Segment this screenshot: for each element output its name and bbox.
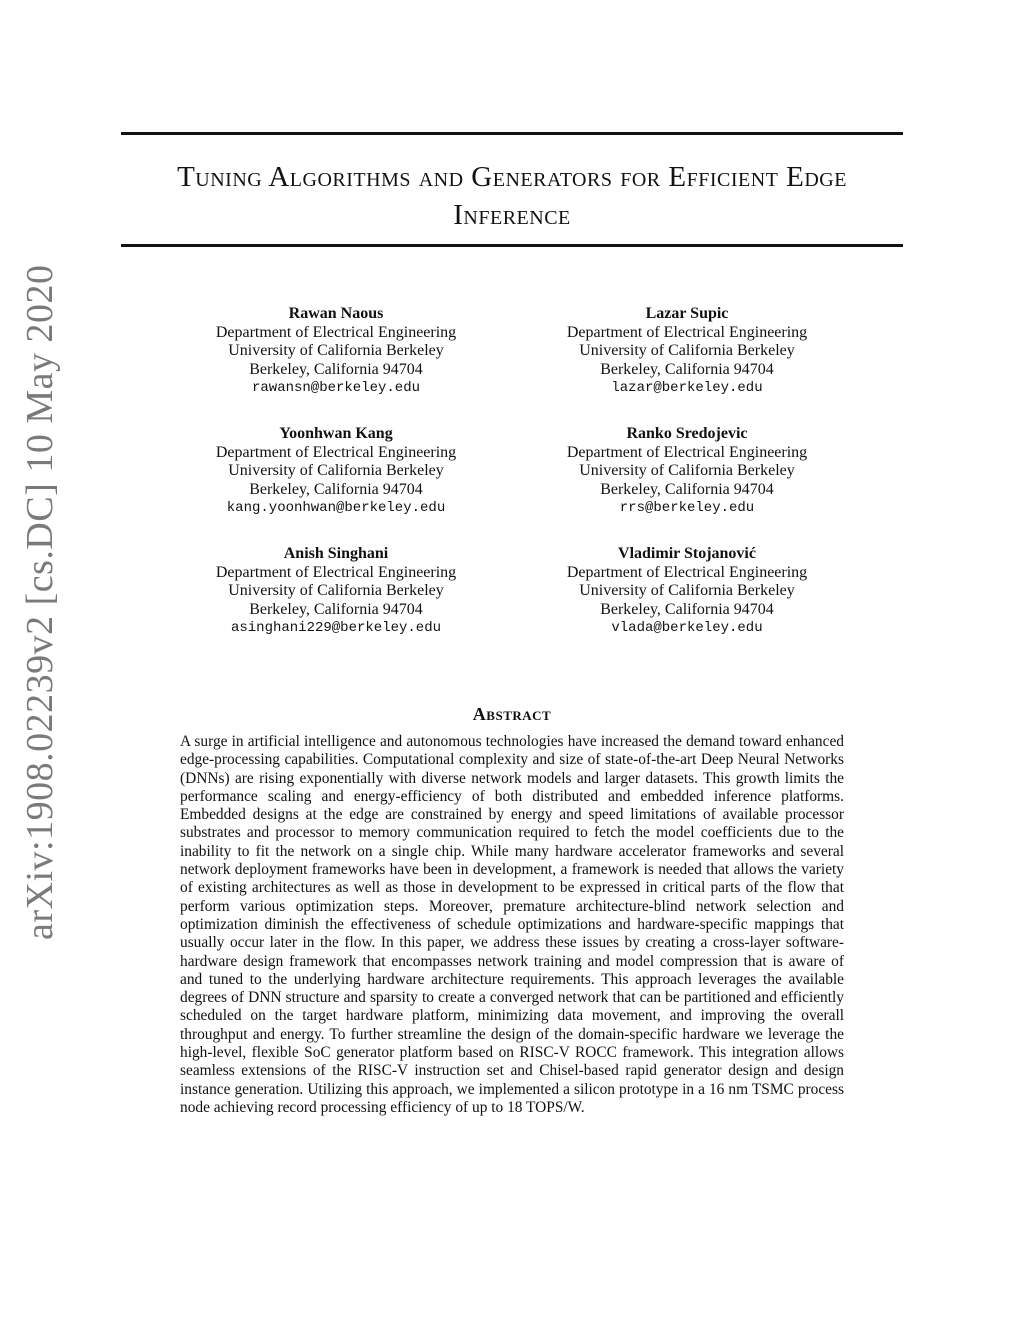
author-name: Vladimir Stojanović bbox=[618, 545, 756, 562]
author-email: rawansn@berkeley.edu bbox=[251, 380, 421, 396]
author-location: Berkeley, California 94704 bbox=[600, 480, 774, 498]
author-name: Rawan Naous bbox=[288, 305, 384, 322]
author-location: Berkeley, California 94704 bbox=[249, 600, 423, 618]
author-block bbox=[186, 425, 486, 518]
title-bottom-rule bbox=[121, 244, 903, 247]
author-email: kang.yoonhwan@berkeley.edu bbox=[226, 500, 446, 516]
author-name: Ranko Sredojevic bbox=[626, 425, 748, 442]
author-department: Department of Electrical Engineering bbox=[566, 563, 808, 581]
author-block bbox=[186, 305, 486, 398]
author-department: Department of Electrical Engineering bbox=[566, 443, 808, 461]
author-block bbox=[186, 545, 486, 638]
author-name: Lazar Supic bbox=[645, 305, 729, 322]
author-university: University of California Berkeley bbox=[579, 582, 795, 599]
author-name: Anish Singhani bbox=[283, 545, 389, 562]
author-location: Berkeley, California 94704 bbox=[249, 360, 423, 378]
author-university: University of California Berkeley bbox=[228, 342, 444, 359]
abstract-heading: Abstract bbox=[472, 704, 552, 724]
author-location: Berkeley, California 94704 bbox=[600, 360, 774, 378]
arxiv-identifier: arXiv:1908.02239v2 [cs.DC] 10 May 2020 bbox=[19, 264, 61, 940]
author-email: asinghani229@berkeley.edu bbox=[230, 620, 442, 636]
title-top-rule bbox=[121, 132, 903, 135]
author-department: Department of Electrical Engineering bbox=[215, 323, 457, 341]
author-department: Department of Electrical Engineering bbox=[566, 323, 808, 341]
author-location: Berkeley, California 94704 bbox=[249, 480, 423, 498]
abstract-text: A surge in artificial intelligence and autonomous technologies have increased the demand toward enhanced edge-processing capabilities. Computational complexity and size of state-of-the-art Deep Neural Networks (DNNs) are rising exponentially with diverse network models and larger datasets. This growth limits the performance scaling and energy-efficiency of both distributed and embedded inference platforms. Embedded designs at the edge are constrained by energy and speed limitations of available processor substrates and processor to memory communication required to fetch the model coefficients due to the inability to fit the network on a single chip. While many hardware accelerator frameworks and several network deployment frameworks have been in development, a framework is needed that allows the variety of existing architectures as well as those in development to be expressed in critical parts of the flow that perform various optimization steps. Moreover, premature architecture-blind network selection and optimization diminish the effectiveness of schedule optimizations and hardware-specific mappings that usually occur later in the flow. In this paper, we address these issues by creating a cross-layer software-hardware design framework that encompasses network training and model compression that is aware of and tuned to the underlying hardware architecture requirements. This approach leverages the available degrees of DNN structure and sparsity to create a converged network that can be partitioned and efficiently scheduled on the target hardware platform, minimizing data movement, and improving the overall throughput and energy. To further streamline the design of the domain-specific hardware we leverage the high-level, flexible SoC generator platform based on RISC-V ROCC framework. This integration allows seamless extensions of the RISC-V instruction set and Chisel-based rapid generator design and design instance generation. Utilizing this approach, we implemented a silicon prototype in a 16 nm TSMC process node achieving record processing efficiency of up to 18 TOPS/W. bbox=[180, 733, 844, 1116]
author-block bbox=[537, 305, 837, 398]
author-block bbox=[537, 545, 837, 638]
author-location: Berkeley, California 94704 bbox=[600, 600, 774, 618]
paper-title: Tuning Algorithms and Generators for Efficient Edge Inference bbox=[177, 161, 847, 231]
author-university: University of California Berkeley bbox=[579, 342, 795, 359]
author-block bbox=[537, 425, 837, 518]
author-email: vlada@berkeley.edu bbox=[611, 620, 763, 636]
author-university: University of California Berkeley bbox=[228, 582, 444, 599]
author-email: lazar@berkeley.edu bbox=[611, 380, 763, 396]
author-university: University of California Berkeley bbox=[579, 462, 795, 479]
author-email: rrs@berkeley.edu bbox=[619, 500, 755, 516]
author-department: Department of Electrical Engineering bbox=[215, 443, 457, 461]
author-name: Yoonhwan Kang bbox=[279, 425, 393, 442]
author-university: University of California Berkeley bbox=[228, 462, 444, 479]
author-department: Department of Electrical Engineering bbox=[215, 563, 457, 581]
